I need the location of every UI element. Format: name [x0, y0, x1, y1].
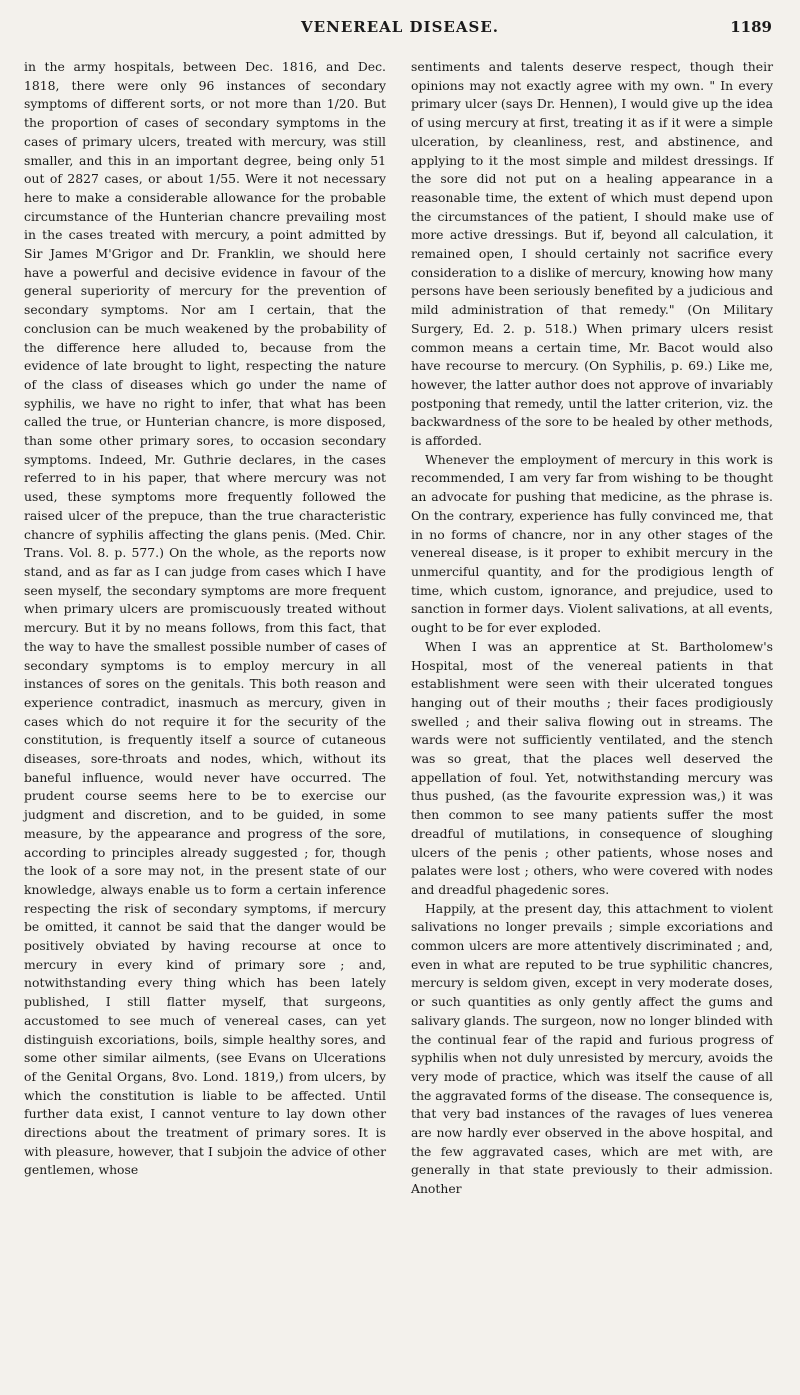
left-column	[24, 58, 386, 1180]
page-number: 1189	[730, 18, 772, 36]
paragraph: Happily, at the present day, this attachment to violent salivations no longer prevails ; simple excoriations and common ulcers are more attentively discriminated ; and, even in what are reputed to be true syphilitic chancres, mercury is seldom given, except in very moderate doses, or such quantities as only gently affect the gums and salivary glands. The surgeon, now no longer blinded with the continual fear of the rapid and furious progress of syphilis when not duly unresisted by mercury, avoids the very mode of practice, which was itself the cause of all the aggravated forms of the disease. The consequence is, that very bad instances of the ravages of lues venerea are now hardly ever observed in the above hospital, and the few aggravated cases, which are met with, are generally in that state previously to their admission. Another	[411, 900, 773, 1197]
paragraph: in the army hospitals, between Dec. 1816, and Dec. 1818, there were only 96 instances of secondary symptoms of different sorts, or not more than 1/20. But the proportion of cases of secondary symptoms in the cases of primary ulcers, treated with mercury, was still smaller, and this in an important degree, being only 51 out of 2827 cases, or about 1/55. Were it not necessary here to make a considerable allowance for the probable circumstance of the Hunterian chancre prevailing most in the cases treated with mercury, a point admitted by Sir James M'Grigor and Dr. Franklin, we should here have a powerful and decisive evidence in favour of the general superiority of mercury for the prevention of secondary symptoms. Nor am I certain, that the conclusion can be much weakened by the probability of the difference here alluded to, because from the evidence of late brought to light, respecting the nature of the class of diseases which go under the name of syphilis, we have no right to infer, that what has been called the true, or Hunterian chancre, is more disposed, than some other primary sores, to occasion secondary symptoms. Indeed, Mr. Guthrie declares, in the cases referred to in his paper, that where mercury was not used, these symptoms more frequently followed the raised ulcer of the prepuce, than the true characteristic chancre of syphilis affecting the glans penis. (Med. Chir. Trans. Vol. 8. p. 577.) On the whole, as the reports now stand, and as far as I can judge from cases which I have seen myself, the secondary symptoms are more frequent when primary ulcers are promiscuously treated without mercury. But it by no means follows, from this fact, that the way to have the smallest possible number of cases of secondary symptoms is to employ mercury in all instances of sores on the genitals. This both reason and experience contradict, inasmuch as mercury, given in cases which do not require it for the security of the constitution, is frequently itself a source of cutaneous diseases, sore-throats and nodes, which, without its baneful influence, would never have occurred. The prudent course seems here to be to exercise our judgment and discretion, and to be guided, in some measure, by the appearance and progress of the sore, according to principles already suggested ; for, though the look of a sore may not, in the present state of our knowledge, always enable us to form a certain inference respecting the risk of secondary symptoms, if mercury be omitted, it cannot be said that the danger would be positively obviated by having recourse at once to mercury in every kind of primary sore ; and, notwithstanding every thing which has been lately published, I still flatter myself, that surgeons, accustomed to see much of venereal cases, can yet distinguish excoriations, boils, simple healthy sores, and some other similar ailments, (see Evans on Ulcerations of the Genital Organs, 8vo. Lond. 1819,) from ulcers, by which the constitution is liable to be affected. Until further data exist, I cannot venture to lay down other directions about the treatment of primary sores. It is with pleasure, however, that I subjoin the advice of other gentlemen, whose	[24, 59, 386, 1178]
paragraph: When I was an apprentice at St. Bartholomew's Hospital, most of the venereal patients in that establishment were seen with their ulcerated tongues hanging out of their mouths ; their faces prodigiously swelled ; and their saliva flowing out in streams. The wards were not sufficiently ventilated, and the stench was so great, that the places well deserved the appellation of foul. Yet, notwithstanding mercury was thus pushed, (as the favourite expression was,) it was then common to see many patients suffer the most dreadful of mutilations, in consequence of sloughing ulcers of the penis ; other patients, whose noses and palates were lost ; others, who were covered with nodes and dreadful phagedenic sores.	[411, 638, 773, 897]
running-header	[0, 18, 800, 44]
right-column	[411, 58, 773, 1199]
running-title: VENEREAL DISEASE.	[301, 18, 499, 36]
paragraph: Whenever the employment of mercury in this work is recommended, I am very far from wishing to be thought an advocate for pushing that medicine, as the phrase is. On the contrary, experience has fully convinced me, that in no forms of chancre, nor in any other stages of the venereal disease, is it proper to exhibit mercury in the unmerciful quantity, and for the prodigious length of time, which custom, ignorance, and prejudice, used to sanction in former days. Violent salivations, at all events, ought to be for ever exploded.	[411, 451, 773, 636]
paragraph: sentiments and talents deserve respect, though their opinions may not exactly agree with my own. " In every primary ulcer (says Dr. Hennen), I would give up the idea of using mercury at first, treating it as if it were a simple ulceration, by cleanliness, rest, and abstinence, and applying to it the most simple and mildest dressings. If the sore did not put on a healing appearance in a reasonable time, the extent of which must depend upon the circumstances of the patient, I should make use of more active dressings. But if, beyond all calculation, it remained open, I should certainly not sacrifice every consideration to a dislike of mercury, knowing how many persons have been seriously benefited by a judicious and mild administration of that remedy." (On Military Surgery, Ed. 2. p. 518.) When primary ulcers resist common means a certain time, Mr. Bacot would also have recourse to mercury. (On Syphilis, p. 69.) Like me, however, the latter author does not approve of invariably postponing that remedy, until the latter criterion, viz. the backwardness of the sore to be healed by other methods, is afforded.	[411, 59, 773, 449]
